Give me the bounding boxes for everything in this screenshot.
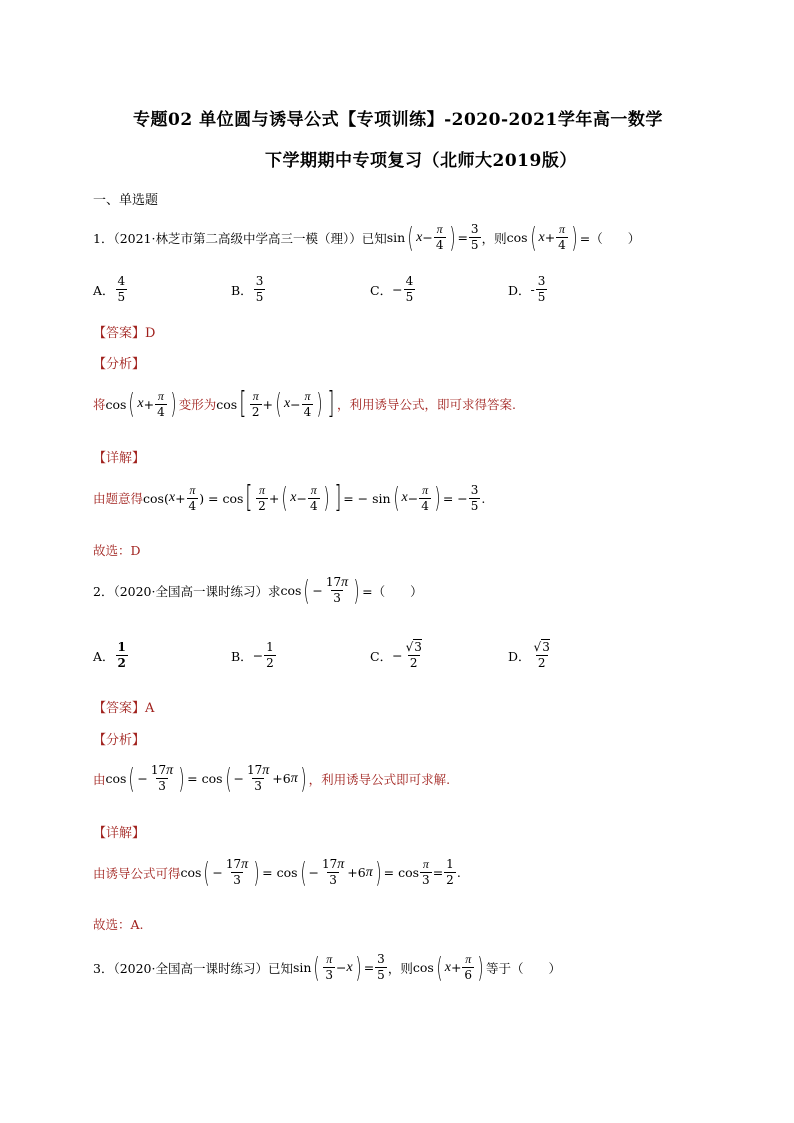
final-1: 故选：D	[93, 543, 141, 558]
final-2: 故选：A.	[93, 917, 144, 932]
choice-c: C． − $\frac{4}{5}$	[370, 274, 414, 304]
answer-1: 【答案】D	[93, 326, 156, 341]
question-1: 1．（2021·林芝市第二高级中学高三一模（理））已知 sin ( x − $\frac{\pi}{4}$ ) = $\frac{3}{5}$ ，则 cos ( x + $\frac{\pi}{4}$ ) =（ ）	[93, 220, 641, 254]
analysis-1: 将 cos ( x + $\frac{\pi}{4}$ ) 变形为 cos [ $\frac{\pi}{2}$ + ( x − $\frac{\pi}{4}$ ) ] ，利用诱导公式，即可求得答案.	[93, 386, 516, 421]
section-heading: 一、单选题	[93, 193, 159, 208]
question-1-mid: ，则	[481, 230, 507, 246]
question-3: 3．（2020·全国高一课时练习）已知 sin ( $\frac{\pi}{3}$ − x ) = $\frac{3}{5}$ ，则 cos ( x + $\frac{\pi}{6}$ ) 等于（ ）	[93, 950, 562, 984]
detail-2-tag: 【详解】	[93, 826, 146, 841]
choice-d: D． - $\frac{3}{5}$	[508, 274, 546, 304]
analysis-2-tag: 【分析】	[93, 733, 146, 748]
choice-b: B． $\frac{3}{5}$	[231, 274, 264, 304]
answer-2: 【答案】A	[93, 701, 155, 716]
choice-2a: A． $\frac{1}{2}$	[93, 640, 126, 670]
page-title-line2: 下学期期中专项复习（北师大2019版）	[265, 151, 577, 171]
question-1-suffix: =（ ）	[579, 230, 641, 246]
analysis-2: 由 cos ( − $\frac{17\pi}{3}$ ) = cos ( − $\frac{17\pi}{3}$ +6 π ) ，利用诱导公式即可求解.	[93, 761, 451, 795]
detail-2: 由诱导公式可得 cos ( − $\frac{17\pi}{3}$ ) = cos ( − $\frac{17\pi}{3}$ +6 π ) = cos $\frac{\pi}{3}$ = $\frac{1}{2}$ .	[93, 855, 461, 889]
choice-2c: C． − $\frac{√3}{2}$	[370, 640, 422, 670]
choice-a: A． $\frac{4}{5}$	[93, 274, 126, 304]
question-1-stem: 1．（2021·林芝市第二高级中学高三一模（理））已知	[93, 230, 387, 246]
question-2: 2．（2020·全国高一课时练习）求 cos ( − $\frac{17\pi}{3}$ ) =（ ）	[93, 573, 423, 607]
page-title-line1: 专题02 单位圆与诱导公式【专项训练】-2020-2021学年高一数学	[133, 110, 663, 130]
detail-1: 由题意得 cos( x + $\frac{\pi}{4}$ ) = cos [ $\frac{\pi}{2}$ + ( x − $\frac{\pi}{4}$ ) ] = − sin ( x − $\frac{\pi}{4}$ ) = − $\frac{3}{5}$ .	[93, 480, 486, 515]
analysis-1-tag: 【分析】	[93, 357, 146, 372]
choice-2d: D． $\frac{√3}{2}$	[508, 640, 550, 670]
choice-2b: B． − $\frac{1}{2}$	[231, 640, 274, 670]
detail-1-tag: 【详解】	[93, 451, 146, 466]
